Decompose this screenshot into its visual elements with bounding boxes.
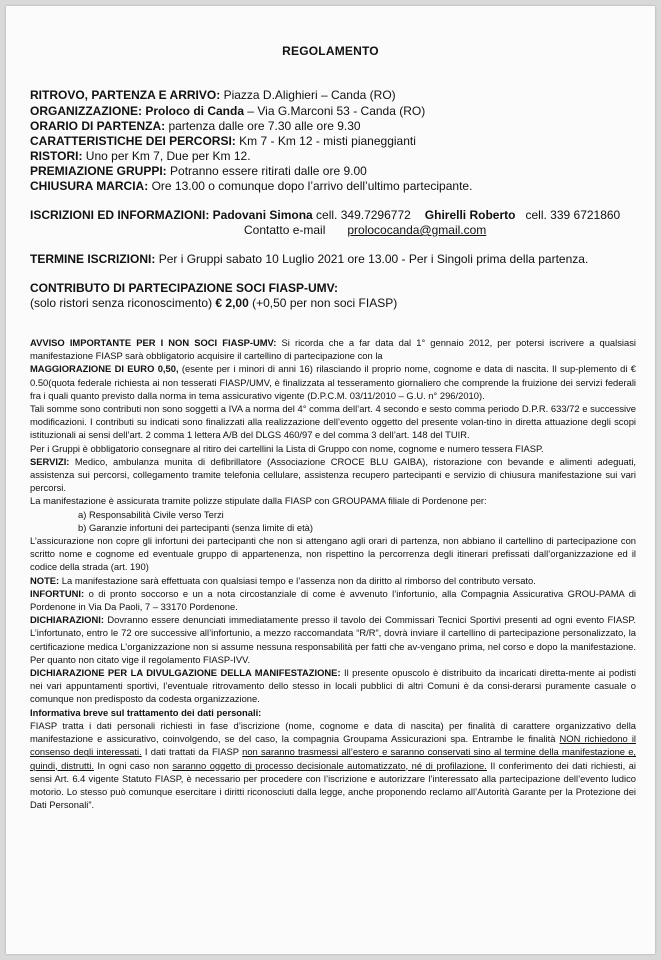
assicurata-paragraph: La manifestazione è assicurata tramite polizze stipulate dalla FIASP con GROUPAMA filiale di Pordenone per: (30, 495, 487, 507)
privacy-label: Informativa breve sul trattamento dei dati personali: (30, 706, 262, 718)
note-paragraph (30, 574, 636, 587)
contributo-line (30, 296, 640, 310)
avviso-label: AVVISO IMPORTANTE PER I NON SOCI FIASP-UMV: (30, 337, 277, 348)
contributo-note: (solo ristori senza riconoscimento) (30, 296, 213, 310)
chiusura-line (30, 179, 640, 193)
ristori-line (30, 149, 640, 163)
contact-name-1: Padovani Simona (212, 208, 313, 222)
chiusura-value: Ore 13.00 o comunque dopo l’arrivo dell’ultimo partecipante. (151, 179, 473, 193)
contact-phone-2: cell. 339 6721860 (525, 208, 621, 222)
email-link[interactable]: prolococanda@gmail.com (347, 223, 487, 237)
contributo-price: € 2,00 (215, 296, 249, 310)
chiusura-label: CHIUSURA MARCIA: (30, 179, 149, 193)
ristori-value: Uno per Km 7, Due per Km 12. (85, 149, 251, 163)
organizzazione-label: ORGANIZZAZIONE: Proloco di Canda (30, 104, 245, 118)
percorsi-value: Km 7 - Km 12 - misti pianeggianti (239, 134, 416, 148)
maggiorazione-paragraph (30, 362, 636, 402)
servizi-paragraph (30, 455, 636, 495)
orario-value: partenza dalle ore 7.30 alle ore 9.30 (168, 119, 361, 133)
privacy-text-1: FIASP tratta i dati personali richiesti in fase d’iscrizione (nome, cognome e data di nascita) per finalità di carattere organizzativo della manifestazione e assicurativo, coinvolgendo, se del caso, la compagnia Groupama Assicurazioni spa. Entrambe le finalità (30, 719, 636, 745)
ritrovo-label: RITROVO, PARTENZA E ARRIVO: (30, 88, 221, 102)
orario-label: ORARIO DI PARTENZA: (30, 119, 166, 133)
divulgazione-text: Il presente opuscolo è distribuito da incaricati diretta-mente ai podisti nei vari appuntamenti sportivi, l’eventuale ritrovamento dello stesso in locali pubblici di altri Comuni è da consi-derarsi puramente casuale o comunque non predisposto da codesta organizzazione. (30, 667, 636, 705)
organizzazione-value: – Via G.Marconi 53 - Canda (RO) (247, 104, 426, 118)
privacy-text-2: I dati trattati da FIASP (144, 746, 239, 758)
servizi-label: SERVIZI: (30, 455, 70, 467)
privacy-text-3: In ogni caso non (97, 759, 169, 771)
contact-phone-1: cell. 349.7296772 (316, 208, 411, 222)
privacy-text-4: Il conferimento dei dati richiesti, ai sensi Art. 6.4 vigente Statuto FIASP, è necessario per procedere con l’iscrizione e autorizzare l’interessato alla partecipazione dell’evento ludico motorio. Lo stesso può comunque esercitare i diritti riconosciuti dalla legge, anche proponendo reclamo all’Autorità Garante per la Protezione dei Dati Personali”. (30, 759, 636, 811)
iscrizioni-label: ISCRIZIONI ED INFORMAZIONI: (30, 208, 210, 222)
contact-name-2: Ghirelli Roberto (424, 208, 516, 222)
privacy-heading (30, 706, 636, 719)
contributo-heading (30, 281, 640, 295)
infortuni-paragraph (30, 587, 636, 613)
dichiarazioni-text: Dovranno essere denunciati immediatamente presso il tavolo dei Commissari Tecnici Sportivi presenti ad ogni evento FIASP. L’infortunato, entro le 72 ore successive all’infortunio, a mezzo raccomandata “R/R”, dovrà inviare il cartellino di partecipazione personalizzato, la certificazione medica L’organizzazione non si assume nessuna responsabilità per fatti che av-vengano prima, nel corso e dopo la manifestazione. Per quanto non citato vige il regolamento FIASP-IVV. (30, 614, 636, 665)
dichiarazioni-label: DICHIARAZIONI: (30, 614, 104, 626)
email-label: Contatto e-mail (244, 223, 326, 237)
resp-civile-item: a) Responsabilità Civile verso Terzi (78, 508, 224, 520)
page-title: REGOLAMENTO (282, 44, 379, 58)
termine-line (30, 252, 640, 266)
termine-label: TERMINE ISCRIZIONI: (30, 252, 156, 266)
tali-paragraph: Tali somme sono contributi non sono soggetti a IVA a norma del 4° comma dell’art. 4 secondo e sesto comma periodo D.P.R. 633/72 e successive modificazioni. I contributi su indicati sono finalizzati alla realizzazione dell’evento oggetto del presente volan-tino in diretta attuazione degli scopi istituzionali ai sensi dell’art. 2 comma 1 lettera A/B del DLGS 460/97 e del comma 3 dell’art. 148 del TUIR. (30, 403, 636, 441)
privacy-paragraph (30, 719, 636, 811)
dichiarazioni-paragraph (30, 613, 636, 666)
percorsi-line (30, 134, 640, 148)
fine-print (30, 336, 636, 811)
gruppi-paragraph: Per i Gruppi è obbligatorio consegnare al ritiro dei cartellini la Lista di Gruppo con nome, cognome e numero tessera FIASP. (30, 442, 544, 454)
avviso-paragraph (30, 336, 636, 362)
contributo-extra: (+0,50 per non soci FIASP) (252, 296, 398, 310)
premiazione-label: PREMIAZIONE GRUPPI: (30, 164, 167, 178)
note-text: La manifestazione sarà effettuata con qualsiasi tempo e l’assenza non da diritto al rimborso del contributo versato. (61, 574, 536, 586)
garanzie-infortuni-item: b) Garanzie infortuni dei partecipanti (senza limite di età) (78, 521, 314, 533)
ritrovo-line (30, 88, 640, 102)
maggiorazione-label: MAGGIORAZIONE DI EURO 0,50, (30, 363, 179, 375)
maggiorazione-text: (esente per i minori di anni 16) rilasciando il proprio nome, cognome e data di nascita. Il sup-plemento di € 0.50(quota federale richiesta ai non tesserati FIASP/UMV, è finalizzata al tesseramento giornaliero che comprende la fruizione dei servizi federali fra i quali quanto previsto dalla norma in tema assicurativo vigente (D.P.C.M. 03/11/2010 – G.U. n° 296/2010). (30, 363, 637, 401)
ristori-label: RISTORI: (30, 149, 83, 163)
privacy-underline-3: saranno oggetto di processo decisionale automatizzato, né di profilazione. (172, 759, 487, 771)
servizi-text: Medico, ambulanza munita di defibrillatore (Associazione CROCE BLU GAIBA), ristorazione con bevande e alimenti adeguati, assistenza sui percorsi, collegamento tramite telefonia cellulare, assistenza recupero partecipanti e servizio di chiusura manifestazione sui vari percorsi. (30, 455, 637, 494)
ritrovo-value: Piazza D.Alighieri – Canda (RO) (223, 88, 396, 102)
note-label: NOTE: (30, 574, 60, 586)
iscrizioni-line (30, 208, 640, 222)
contributo-label: CONTRIBUTO DI PARTECIPAZIONE SOCI FIASP-UMV: (30, 281, 339, 295)
organizzazione-line (30, 104, 640, 118)
orario-line (30, 119, 640, 133)
privacy-underline-2: non saranno trasmessi all’estero e saranno conservati sino al termine della manifestazione e, quindi, distrutti. (30, 746, 637, 771)
termine-value: Per i Gruppi sabato 10 Luglio 2021 ore 13.00 - Per i Singoli prima della partenza. (158, 252, 589, 266)
divulgazione-paragraph (30, 666, 636, 706)
premiazione-value: Potranno essere ritirati dalle ore 9.00 (170, 164, 367, 178)
percorsi-label: CARATTERISTICHE DEI PERCORSI: (30, 134, 236, 148)
avviso-text: Si ricorda che a far data dal 1° gennaio 2012, per potersi iscrivere a qualsiasi manifestazione FIASP sarà obbligatorio acquisire il cartellino di partecipazione con la (30, 337, 636, 362)
privacy-underline-1: NON richiedono il consenso degli interessati. (30, 733, 636, 758)
infortuni-label: INFORTUNI: (30, 587, 85, 599)
premiazione-line (30, 164, 640, 178)
divulgazione-label: DICHIARAZIONE PER LA DIVULGAZIONE DELLA MANIFESTAZIONE: (30, 667, 341, 679)
infortuni-text: o di pronto soccorso e un a nota circostanziale di come è avvenuto l’infortunio, alla Compagnia Assicurativa GROU-PAMA di Pordenone in Via Da Paoli, 7 – 33170 Pordenone. (30, 587, 637, 613)
assicurazione-paragraph: L’assicurazione non copre gli infortuni dei partecipanti che non si attengano agli orari di partenza, non abbiano il cartellino di partecipazione con scritto nome e cognome ed eventuale gruppo di appartenenza, non rispettino la percorrenza degli itinerari prefissati dall’organizzazione ed il codice della strada (art. 190) (30, 535, 636, 573)
